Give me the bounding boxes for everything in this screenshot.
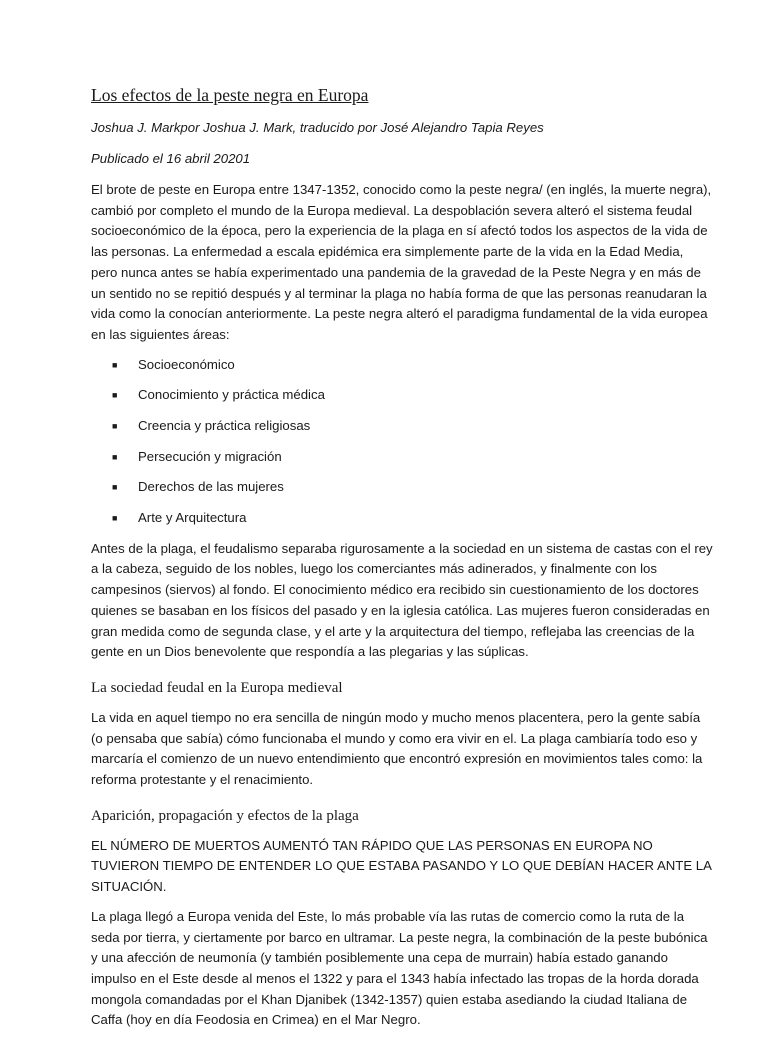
bullet-icon: ■ [112,359,118,370]
list-item [91,385,713,405]
bullet-icon: ■ [112,482,118,493]
section-heading-plague-spread: Aparición, propagación y efectos de la plaga [91,807,359,824]
plague-arrival-paragraph: La plaga llegó a Europa venida del Este, lo más probable vía las rutas de comercio como la ruta de la seda por tierra, y ciertamente por barco en ultramar. La peste negra, la combinación de la peste bubónica y una afección de neumonía (y también posiblemente una cepa de murrain) había estado ganando impulso en el Este desde al menos el 1322 y para el 1343 había infectado las tropas de la horda dorada mongola comandadas por el Khan Djanibek (1342-1357) quien estaba asediando la ciudad Italiana de Caffa (hoy en día Feodosia en Crimea) en el Mar Negro. [91,908,708,1028]
list-item [91,477,713,497]
section-heading-feudal-society: La sociedad feudal en la Europa medieval [91,679,343,696]
list-item-label: Persecución y migración [138,448,282,464]
list-item-label: Arte y Arquitectura [138,510,247,526]
list-item [91,416,713,436]
list-item-label: Creencia y práctica religiosas [138,418,311,433]
uppercase-callout: EL NÚMERO DE MUERTOS AUMENTÓ TAN RÁPIDO QUE LAS PERSONAS EN EUROPA NO TUVIERON TIEMPO DE ENTENDER LO QUE ESTABA PASANDO Y LO QUE DEBÍAN HACER ANTE LA SITUACIÓN. [91,837,712,895]
list-item-label: Conocimiento y práctica médica [138,387,325,403]
bullet-icon: ■ [112,421,118,431]
list-item [91,508,713,528]
list-item-label: Derechos de las mujeres [138,479,284,495]
list-item [91,355,713,375]
bullet-icon: ■ [112,513,118,524]
list-item [91,447,713,467]
byline: Joshua J. Markpor Joshua J. Mark, traducido por José Alejandro Tapia Reyes [91,120,544,135]
document-body [91,84,713,1040]
areas-list [91,355,713,528]
feudalism-paragraph: Antes de la plaga, el feudalismo separaba rigurosamente a la sociedad en un sistema de castas con el rey a la cabeza, seguido de los nobles, luego los comerciantes más adinerados, y finalmente con los campesinos (siervos) al fondo. El conocimiento médico era recibido sin cuestionamiento de los doctores quienes se basaban en los físicos del pasado y en la iglesia católica. Las mujeres fueron consideradas en gran medida como de segunda clase, y el arte y la arquitectura del tiempo, reflejaba las creencias de la gente en un Dios benevolente que respondía a las plegarias y las súplicas. [91,540,713,660]
bullet-icon: ■ [112,390,118,401]
publication-date: Publicado el 16 abril 20201 [91,151,251,166]
document-title: Los efectos de la peste negra en Europa [91,85,369,105]
life-paragraph: La vida en aquel tiempo no era sencilla de ningún modo y mucho menos placentera, pero la gente sabía (o pensaba que sabía) cómo funcionaba el mundo y como era vivir en el. La plaga cambiaría todo eso y marcaría el comienzo de un nuevo entendimiento que encontró expresión en movimientos tales como: la reforma protestante y el renacimiento. [91,709,703,788]
bullet-icon: ■ [112,451,118,462]
list-item-label: Socioeconómico [138,356,235,372]
intro-paragraph: El brote de peste en Europa entre 1347-1352, conocido como la peste negra/ (en inglés, la muerte negra), cambió por completo el mundo de la Europa medieval. La despoblación severa alteró el sistema feudal socioeconómico de la época, pero la experiencia de la plaga en sí afectó todos los aspectos de la vida de las personas. La enfermedad a escala epidémica era simplemente parte de la vida en la Edad Media, pero nunca antes se había experimentado una pandemia de la gravedad de la Peste Negra y en más de un sentido no se repitió después y al terminar la plaga no había forma de que las personas reanudaran la vida como la conocían anteriormente. La peste negra alteró el paradigma fundamental de la vida europea en las siguientes áreas: [91,182,712,342]
